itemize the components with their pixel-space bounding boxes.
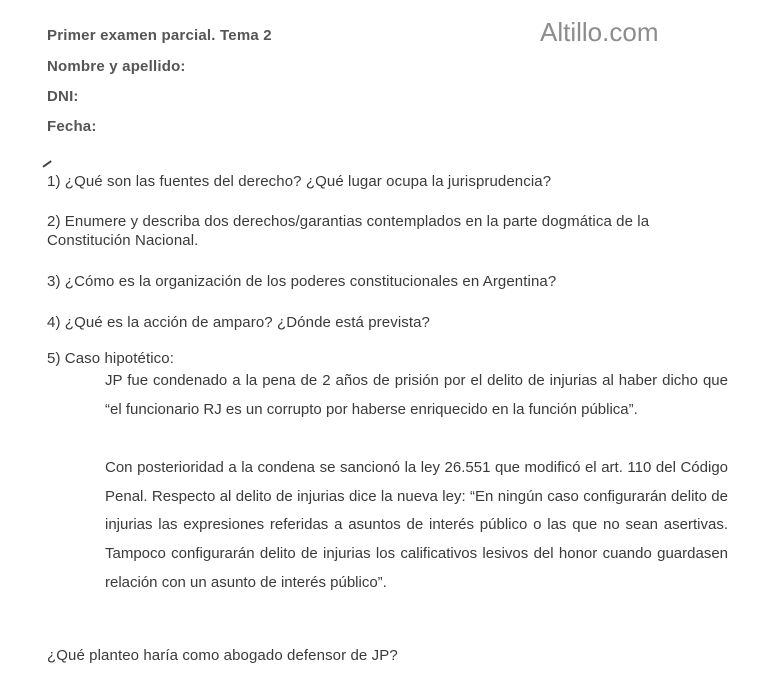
- question-1: 1) ¿Qué son las fuentes del derecho? ¿Qué lugar ocupa la jurisprudencia?: [47, 173, 552, 190]
- pen-mark: [42, 160, 51, 167]
- question-4: 4) ¿Qué es la acción de amparo? ¿Dónde está prevista?: [47, 314, 431, 331]
- name-label: Nombre y apellido:: [47, 58, 186, 75]
- final-question: ¿Qué planteo haría como abogado defensor de JP?: [47, 647, 398, 664]
- case-paragraph-1: JP fue condenado a la pena de 2 años de prisión por el delito de injurias al haber dicho que “el funcionario RJ es un corrupto por haberse enriquecido en la función pública”.: [105, 372, 728, 418]
- dni-label: DNI:: [47, 88, 79, 105]
- date-label: Fecha:: [47, 118, 97, 135]
- watermark: Altillo.com: [540, 17, 659, 47]
- question-3: 3) ¿Cómo es la organización de los poderes constitucionales en Argentina?: [47, 273, 557, 290]
- case-paragraph-2: Con posterioridad a la condena se sancionó la ley 26.551 que modificó el art. 110 del Código Penal. Respecto al delito de injurias dice la nueva ley: “En ningún caso configurarán delito de injurias las expresiones referidas a asuntos de interés público o las que no sean asertivas. Tampoco configurarán delito de injurias los calificativos lesivos del honor cuando guardasen relación con un asunto de interés público”.: [105, 459, 728, 591]
- exam-title: Primer examen parcial. Tema 2: [47, 27, 272, 44]
- question-2: 2) Enumere y describa dos derechos/garantias contemplados en la parte dogmática de la Constitución Nacional.: [47, 213, 650, 249]
- question-5-title: 5) Caso hipotético:: [47, 350, 174, 367]
